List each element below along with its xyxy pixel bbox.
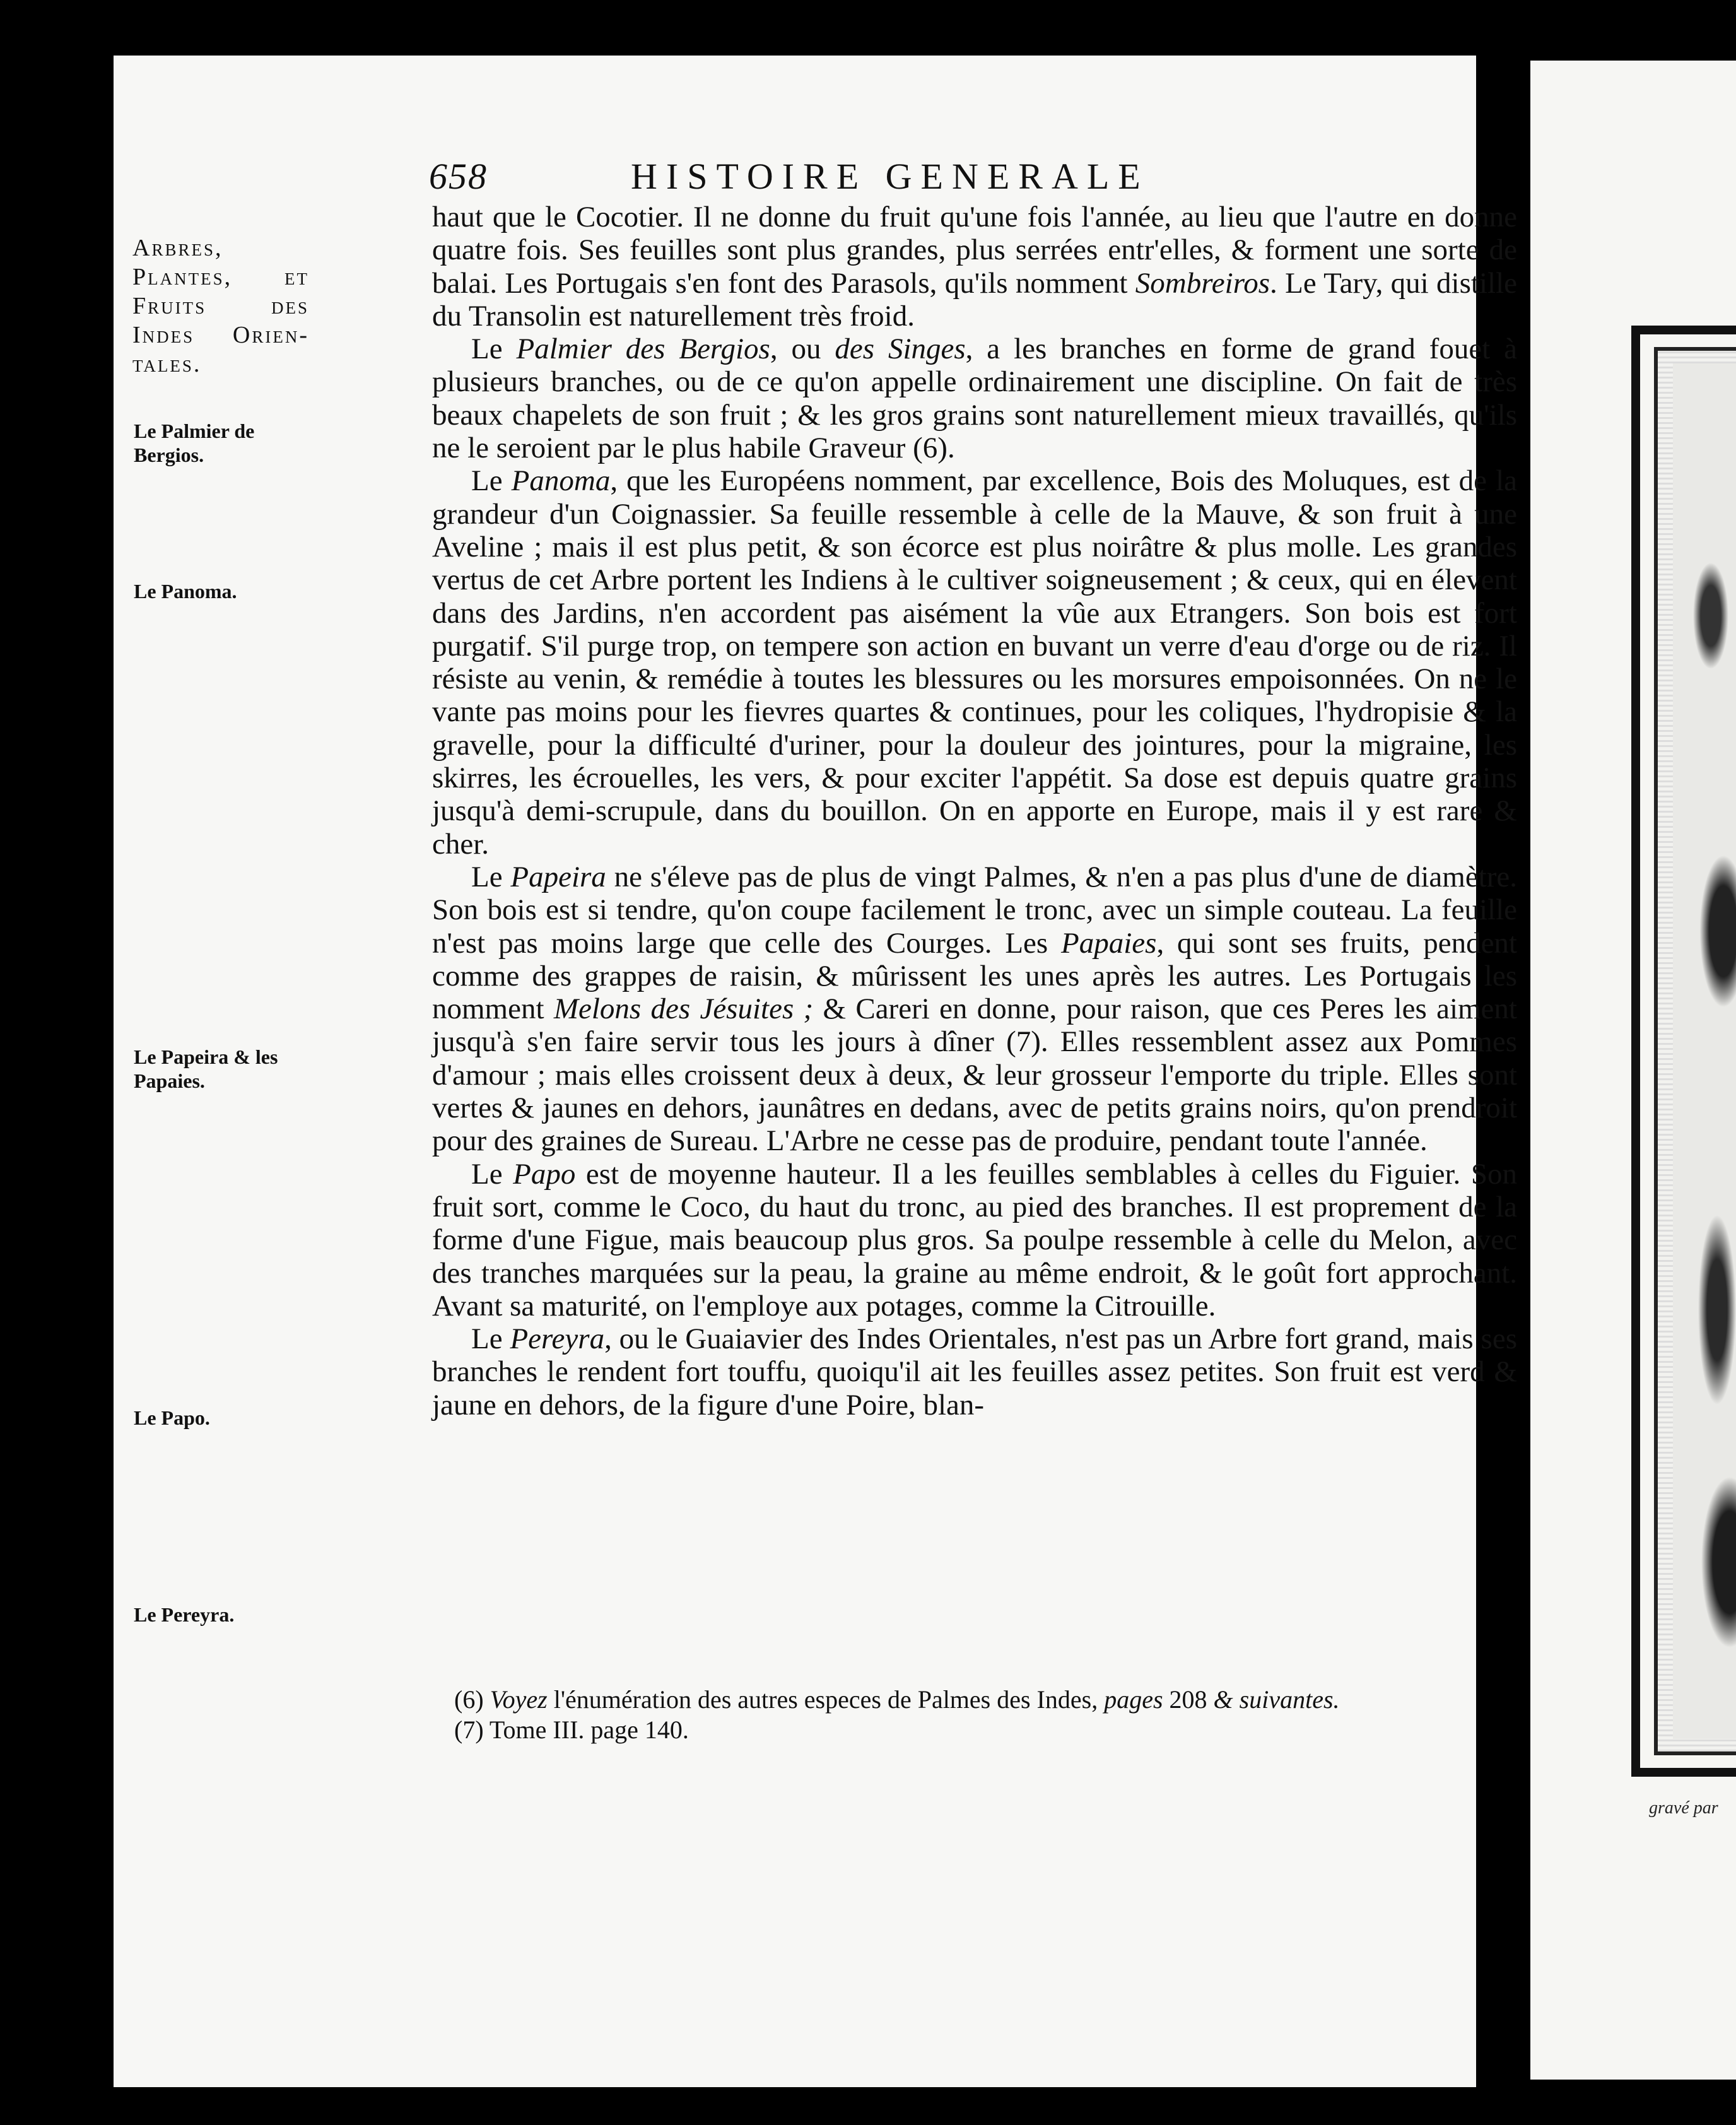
margin-note-panoma: Le Panoma. <box>134 580 237 603</box>
footnote-7: (7) Tome III. page 140. <box>454 1716 689 1744</box>
marginal-running-title: Arbres, Plantes, et Fruits des Indes Orien-tales. <box>132 235 309 377</box>
paragraph-palmier-bergios: Le Palmier des Bergios, ou des Singes, a les branches en forme de grand fouet à plusieurs branches, ou de ce qu'on appelle ordinairement une discipline. On fait de très beaux chapelets de son fruit ; & les gros grains sont naturellement mieux travaillés, qu'ils ne le seroient par le plus habile Graveur (6). <box>432 333 1517 465</box>
paragraph-pereyra: Le Pereyra, ou le Guaiavier des Indes Orientales, n'est pas un Arbre fort grand, mais ses branches le rendent fort touffu, quoiqu'il ait les feuilles assez petites. Son fruit est verd & jaune en dehors, de la figure d'une Poire, blan- <box>432 1322 1518 1422</box>
paragraph-panoma: Le Panoma, que les Européens nomment, par excellence, Bois des Moluques, est de la grandeur d'un Coignassier. Sa feuille ressemble à celle de la Mauve, & son fruit à une Aveline ; mais il est plus petit, & son écorce est plus noirâtre & plus molle. Les grandes vertus de cet Arbre portent les Indiens à le cultiver soigneusement ; & ceux, qui en élevent dans des Jardins, n'en accordent pas aisément la vûe aux Etrangers. Son bois est fort purgatif. S'il purge trop, on tempere son action en buvant un verre d'eau d'orge ou de riz. Il résiste au venin, & remédie à toutes les blessures ou les morsures empoisonnées. On ne le vante pas moins pour les fievres quartes & continues, pour les coliques, l'hydropisie & la gravelle, pour la difficulté d'uriner, pour la douleur des jointures, pour la migraine, les skirres, les écrouelles, les vers, & pour exciter l'appétit. Sa dose est depuis quatre grains jusqu'à demi-scrupule, dans du bouillon. On en apporte en Europe, mais il y est rare & cher. <box>432 464 1517 861</box>
margin-note-pereyra: Le Pereyra. <box>134 1603 235 1626</box>
engraving-image <box>1673 363 1736 1739</box>
plate-caption: gravé par <box>1649 1798 1718 1818</box>
page-header <box>114 155 1476 206</box>
paragraph-papeira: Le Papeira ne s'éleve pas de plus de vingt Palmes, & n'en a pas plus d'une de diamètre. Son bois est si tendre, qu'on coupe facilement le tronc, avec un simple couteau. La feuille n'est pas moins large que celle des Courges. Les Papaies, qui sont ses fruits, pendent comme des grappes de raisin, & mûrissent les unes après les autres. Les Portugais les nomment Melons des Jésuites ; & Careri en donne, pour raison, que ces Peres les aiment jusqu'à s'en faire servir tous les jours à dîner (7). Elles ressemblent assez aux Pommes d'amour ; mais elles croissent deux à deux, & leur grosseur l'emporte du triple. Elles sont vertes & jaunes en dehors, jaunâtres en dedans, avec de petits grains noirs, qu'on prendroit pour des graines de Sureau. L'Arbre ne cesse pas de produire, pendant toute l'année. <box>432 860 1517 1158</box>
left-page <box>114 56 1518 2087</box>
running-title: HISTOIRE GENERALE <box>631 156 1149 197</box>
footnotes <box>454 1685 1527 1745</box>
paragraph-papo: Le Papo est de moyenne hauteur. Il a les feuilles semblables à celles du Figuier. Son fruit sort, comme le Coco, du haut du tronc, au pied des branches. Il est proprement de la forme d'une Figue, mais beaucoup plus gros. Sa poulpe ressemble à celle du Melon, avec des tranches marquées sur la peau, la graine au même endroit, & le goût fort approchant. Avant sa maturité, on l'employe aux potages, comme la Citrouille. <box>432 1157 1517 1322</box>
footnote-6: (6) Voyez l'énumération des autres especes de Palmes des Indes, pages 208 & suivantes. <box>454 1685 1340 1714</box>
paragraph-cocotier: haut que le Cocotier. Il ne donne du fruit qu'une fois l'année, au lieu que l'autre en donne quatre fois. Ses feuilles sont plus grandes, plus serrées entr'elles, & forment une sorte de balai. Les Portugais s'en font des Parasols, qu'ils nomment Sombreiros. Le Tary, qui distille du Transolin est naturellement très froid. <box>432 201 1517 333</box>
body-text <box>432 201 1517 1422</box>
margin-note-papeira: Le Papeira & les Papaies. <box>134 1045 278 1092</box>
margin-note-papo: Le Papo. <box>134 1406 210 1429</box>
margin-note-palmier: Le Palmier de Bergios. <box>134 420 255 466</box>
page-number: 658 <box>429 156 488 197</box>
right-page-plate <box>1530 61 1736 2080</box>
